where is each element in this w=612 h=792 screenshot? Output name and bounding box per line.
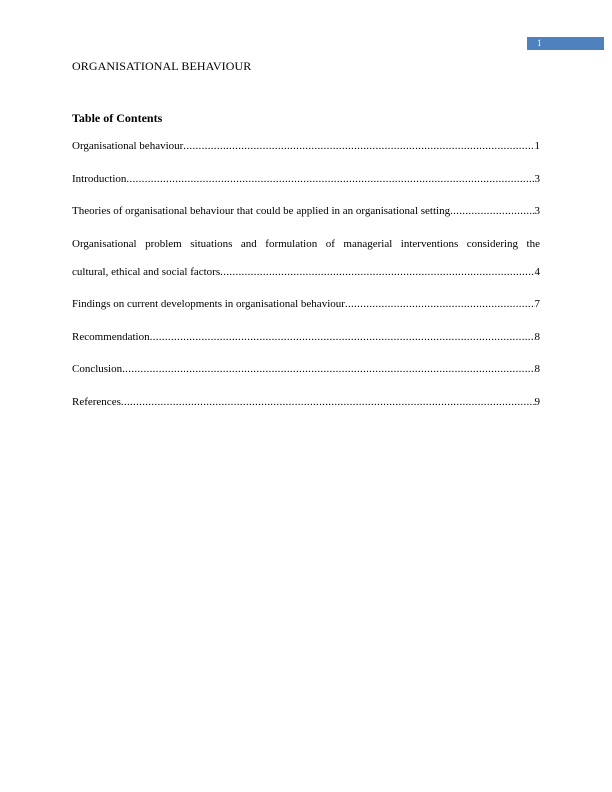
toc-leader-dots	[122, 361, 534, 377]
running-header: ORGANISATIONAL BEHAVIOUR	[72, 59, 252, 73]
toc-leader-dots	[220, 264, 534, 280]
toc-entry-label: Introduction	[72, 172, 127, 185]
page-number: 1	[537, 38, 542, 48]
toc-entry-label: References	[72, 395, 121, 408]
toc-leader-dots	[121, 394, 535, 410]
toc-leader-dots	[345, 296, 535, 312]
toc-entry-page: 3	[534, 205, 540, 217]
page-number-badge	[527, 37, 604, 50]
toc-entry-problem-situations[interactable]	[72, 236, 540, 280]
toc-entry-references[interactable]	[72, 394, 540, 410]
toc-leader-dots	[450, 203, 534, 219]
toc-entry-findings[interactable]	[72, 296, 540, 312]
toc-entry-page: 8	[534, 363, 540, 375]
table-of-contents	[72, 138, 540, 426]
toc-entry-label: Theories of organisational behaviour that could be applied in an organisational setting	[72, 205, 451, 217]
toc-entry-introduction[interactable]	[72, 171, 540, 187]
toc-entry-page: 1	[534, 140, 540, 152]
toc-entry-page: 3	[534, 172, 540, 185]
toc-entry-conclusion[interactable]	[72, 361, 540, 377]
toc-leader-dots	[126, 171, 534, 187]
toc-entry-label-line1: Organisational problem situations and formulation of managerial interventions considering the	[72, 237, 540, 250]
toc-leader-dots	[183, 138, 534, 154]
toc-entry-page: 4	[534, 265, 540, 278]
toc-entry-label: Recommendation	[72, 330, 150, 343]
toc-entry-label: Findings on current developments in organisational behaviour	[72, 298, 345, 310]
toc-entry-recommendation[interactable]	[72, 329, 540, 345]
toc-title: Table of Contents	[72, 111, 163, 125]
toc-entry-label: Conclusion	[72, 363, 123, 375]
toc-leader-dots	[150, 329, 535, 345]
toc-entry-page: 8	[534, 330, 540, 343]
toc-entry-label: Organisational behaviour	[72, 140, 184, 152]
toc-entry-label-line2: cultural, ethical and social factors	[72, 265, 221, 278]
toc-entry-organisational-behaviour[interactable]	[72, 138, 540, 154]
toc-entry-page: 9	[534, 395, 540, 408]
toc-entry-page: 7	[534, 298, 540, 310]
toc-entry-theories[interactable]	[72, 203, 540, 219]
